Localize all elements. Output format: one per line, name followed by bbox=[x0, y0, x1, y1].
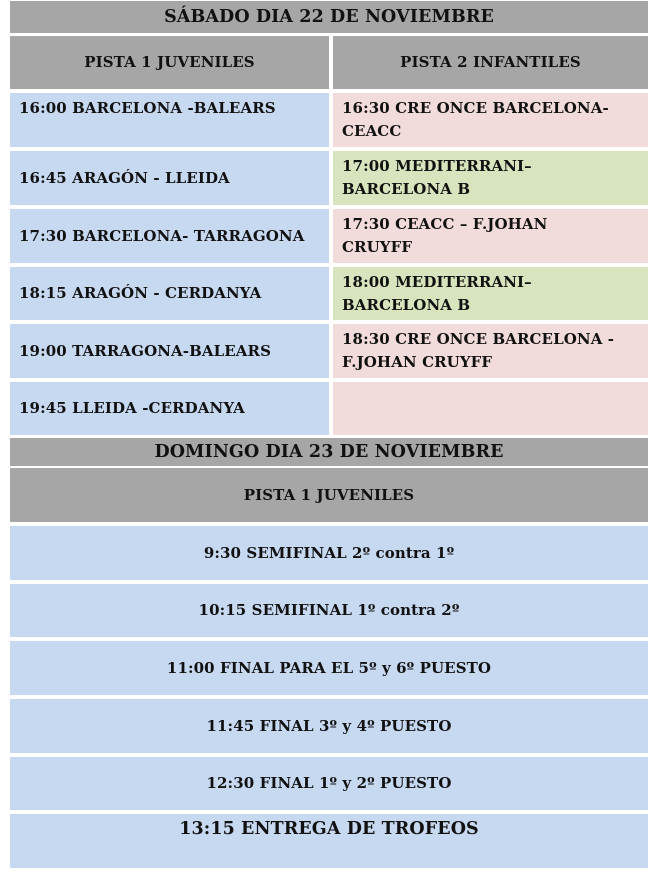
saturday-court2-match: 17:00 MEDITERRANI– BARCELONA B bbox=[333, 151, 648, 205]
sunday-match: 11:45 FINAL 3º y 4º PUESTO bbox=[10, 699, 648, 753]
sunday-match: 11:00 FINAL PARA EL 5º y 6º PUESTO bbox=[10, 641, 648, 695]
saturday-court1-match: 16:00 BARCELONA -BALEARS bbox=[10, 93, 329, 147]
saturday-court2-match: 18:30 CRE ONCE BARCELONA - F.JOHAN CRUYFF bbox=[333, 324, 648, 378]
saturday-court2-match: 17:30 CEACC – F.JOHAN CRUYFF bbox=[333, 209, 648, 263]
sunday-court1-header: PISTA 1 JUVENILES bbox=[10, 468, 648, 522]
saturday-court1-header: PISTA 1 JUVENILES bbox=[10, 36, 329, 89]
saturday-court2-match: 16:30 CRE ONCE BARCELONA- CEACC bbox=[333, 93, 648, 147]
saturday-court1-match: 18:15 ARAGÓN - CERDANYA bbox=[10, 267, 329, 320]
saturday-court2-empty bbox=[333, 382, 648, 435]
sunday-match: 12:30 FINAL 1º y 2º PUESTO bbox=[10, 757, 648, 810]
sunday-match: 10:15 SEMIFINAL 1º contra 2º bbox=[10, 584, 648, 637]
sunday-trophy-ceremony: 13:15 ENTREGA DE TROFEOS bbox=[10, 814, 648, 868]
sunday-match: 9:30 SEMIFINAL 2º contra 1º bbox=[10, 526, 648, 580]
saturday-court1-match: 17:30 BARCELONA- TARRAGONA bbox=[10, 209, 329, 263]
saturday-court2-match: 18:00 MEDITERRANI– BARCELONA B bbox=[333, 267, 648, 320]
saturday-court1-match: 19:45 LLEIDA -CERDANYA bbox=[10, 382, 329, 435]
sunday-title: DOMINGO DIA 23 DE NOVIEMBRE bbox=[10, 438, 648, 466]
saturday-title: SÁBADO DIA 22 DE NOVIEMBRE bbox=[10, 1, 648, 33]
saturday-court1-match: 19:00 TARRAGONA-BALEARS bbox=[10, 324, 329, 378]
saturday-court1-match: 16:45 ARAGÓN - LLEIDA bbox=[10, 151, 329, 205]
saturday-court2-header: PISTA 2 INFANTILES bbox=[333, 36, 648, 89]
